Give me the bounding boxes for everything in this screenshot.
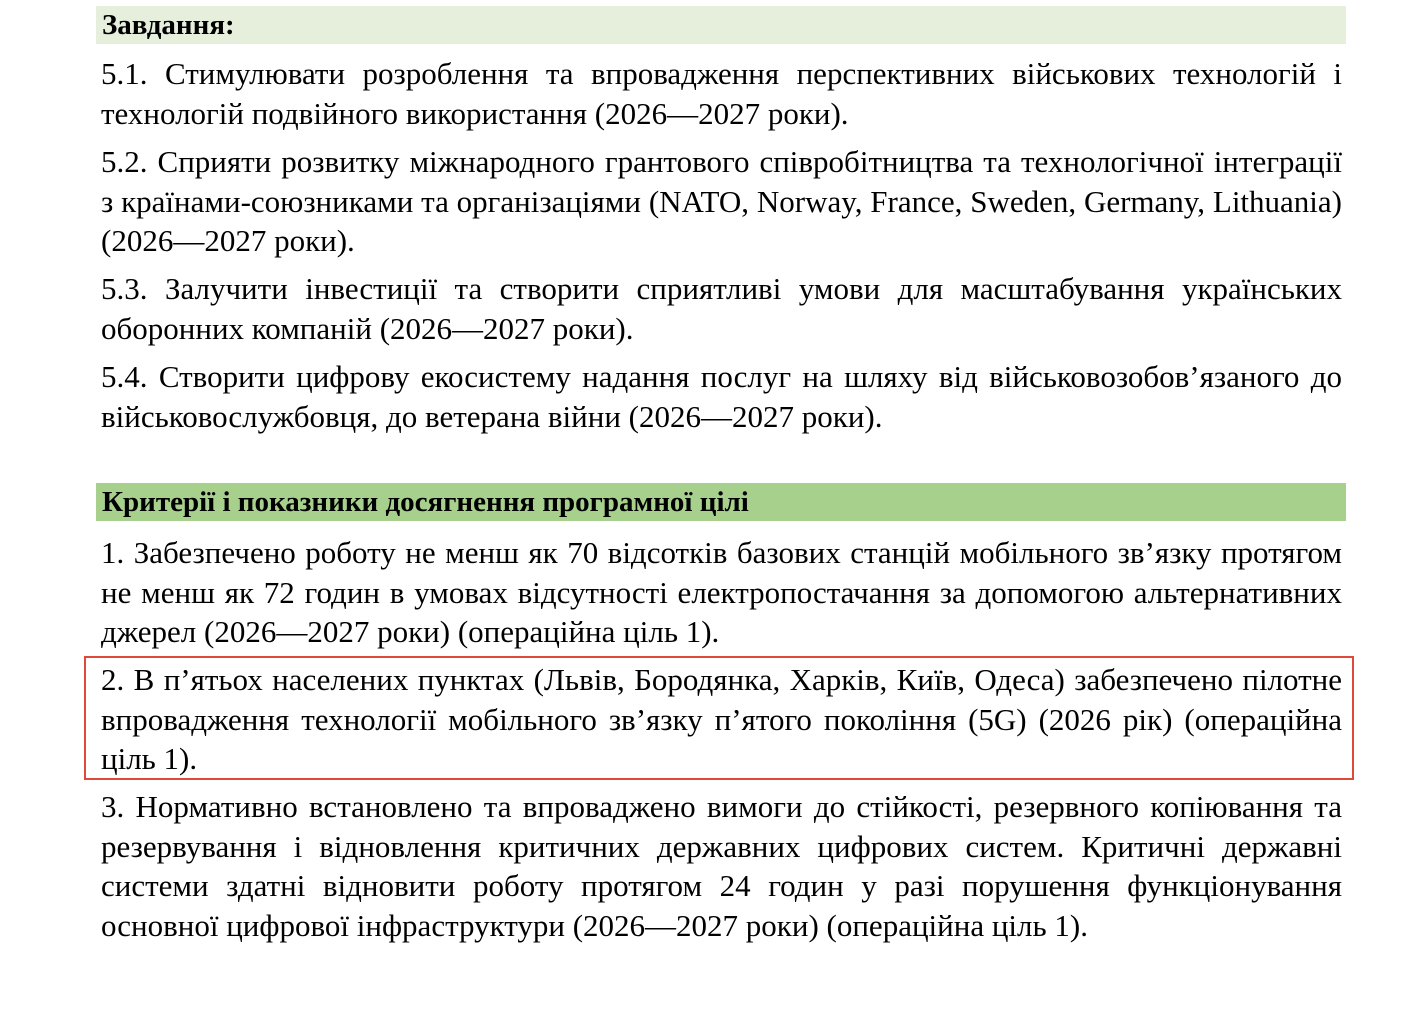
task-item-5-1 bbox=[101, 54, 1342, 133]
task-text: Сприяти розвитку міжнародного грантового співробітництва та технологічної інтеграції з країнами-союзниками та організаціями (NATO, Norway, France, Sweden, Germany, Lithuania) (2026—2027 роки). bbox=[101, 144, 1342, 258]
criteria-heading bbox=[96, 483, 1346, 521]
task-item-5-3 bbox=[101, 269, 1342, 348]
criteria-item-1 bbox=[101, 533, 1342, 652]
criteria-number: 2. bbox=[101, 662, 125, 697]
task-item-5-4 bbox=[101, 357, 1342, 436]
task-number: 5.4. bbox=[101, 359, 148, 394]
criteria-item-2 bbox=[101, 660, 1342, 779]
task-item-5-2 bbox=[101, 142, 1342, 261]
criteria-text: В п’ятьох населених пунктах (Львів, Бородянка, Харків, Київ, Одеса) забезпечено пілотне впровадження технології мобільного зв’язку п’ятого покоління (5G) (2026 рік) (операційна ціль 1). bbox=[101, 662, 1343, 776]
task-text: Створити цифрову екосистему надання послуг на шляху від військовозобов’язаного до військовослужбовця, до ветерана війни (2026—2027 роки). bbox=[101, 359, 1343, 434]
criteria-number: 1. bbox=[101, 535, 125, 570]
criteria-heading-text: Критерії і показники досягнення програмної цілі bbox=[102, 486, 749, 518]
task-text: Стимулювати розроблення та впровадження перспективних військових технологій і технологій подвійного використання (2026—2027 роки). bbox=[101, 56, 1342, 131]
task-text: Залучити інвестиції та створити сприятливі умови для масштабування українських оборонних компаній (2026—2027 роки). bbox=[101, 271, 1343, 346]
task-number: 5.1. bbox=[101, 56, 148, 91]
criteria-number: 3. bbox=[101, 789, 125, 824]
tasks-heading bbox=[96, 6, 1346, 44]
task-number: 5.3. bbox=[101, 271, 148, 306]
task-number: 5.2. bbox=[101, 144, 148, 179]
criteria-text: Нормативно встановлено та впроваджено вимоги до стійкості, резервного копіювання та резервування і відновлення критичних державних цифрових систем. Критичні державні системи здатні відновити роботу протягом 24 годин у разі порушення функціонування основної цифрової інфраструктури (2026—2027 роки) (операційна ціль 1). bbox=[101, 789, 1342, 943]
criteria-text: Забезпечено роботу не менш як 70 відсотків базових станцій мобільного зв’язку протягом не менш як 72 годин в умовах відсутності електропостачання за допомогою альтернативних джерел (2026—2027 роки) (операційна ціль 1). bbox=[101, 535, 1343, 649]
tasks-heading-text: Завдання: bbox=[102, 9, 235, 41]
criteria-item-3 bbox=[101, 787, 1342, 945]
